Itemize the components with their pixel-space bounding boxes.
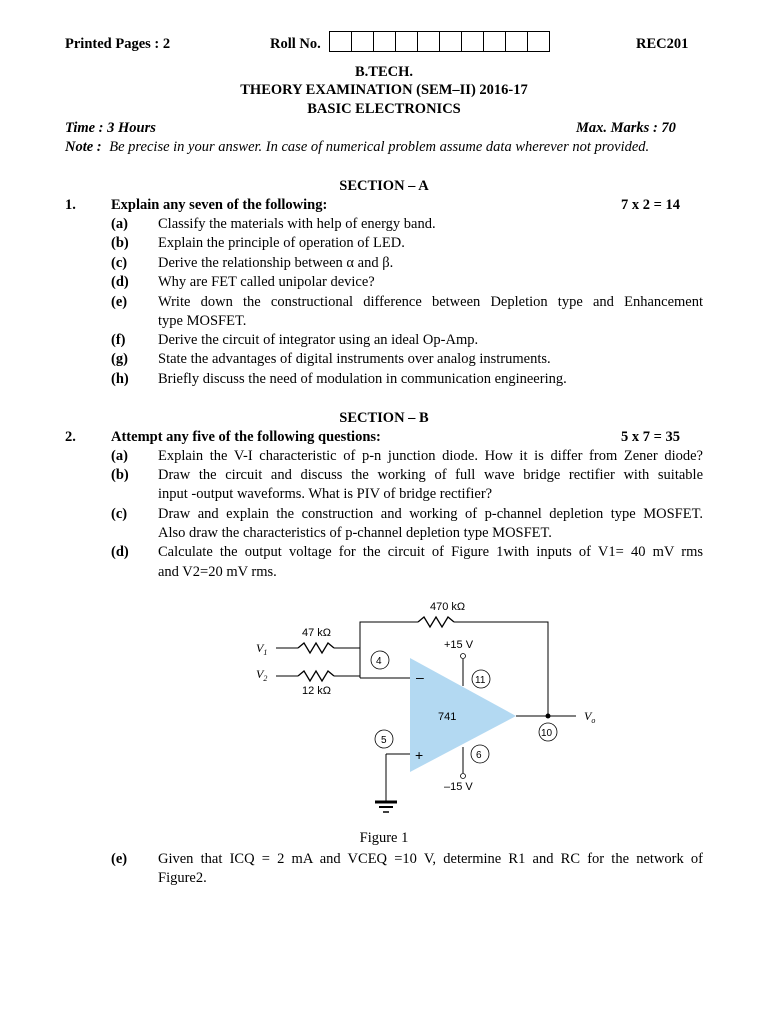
question-2-marks: 5 x 7 = 35 <box>621 429 681 445</box>
roll-no-label: Roll No. <box>270 36 321 52</box>
label-v1: $V_1$ <box>256 641 268 657</box>
item-label: (b) <box>111 467 129 483</box>
item-text-cont: Figure2. <box>158 870 207 886</box>
title-exam: THEORY EXAMINATION (SEM–II) 2016-17 <box>240 82 528 98</box>
roll-no-boxes <box>330 31 550 50</box>
resistor-47k <box>298 643 334 653</box>
item-label: (c) <box>111 506 128 522</box>
resistor-470k <box>418 617 454 627</box>
item-text-cont: input -output waveforms. What is PIV of bridge rectifier? <box>158 486 493 502</box>
item-text-cont: and V2=20 mV rms. <box>158 564 277 580</box>
item-text: Explain the V-I characteristic of p-n junction diode. How it is differ from Zener diode? <box>158 448 703 464</box>
item-text: Given that ICQ = 2 mA and VCEQ =10 V, determine R1 and RC for the network of <box>158 851 703 867</box>
figure-caption: Figure 1 <box>359 830 409 846</box>
item-text: Write down the constructional difference between Depletion type and Enhancement <box>158 294 703 310</box>
figure-1-circuit <box>240 592 620 822</box>
item-label: (h) <box>111 371 129 387</box>
item-text: Draw the circuit and discuss the working of full wave bridge rectifier with suitable <box>158 467 703 483</box>
item-label: (a) <box>111 448 128 464</box>
note <box>65 139 649 156</box>
item-text-cont: Also draw the characteristics of p-channel depletion type MOSFET. <box>158 525 552 541</box>
item-text: Derive the relationship between α and β. <box>158 255 394 271</box>
section-a-heading: SECTION – A <box>339 178 429 194</box>
item-label: (d) <box>111 544 129 560</box>
item-label: (a) <box>111 216 128 232</box>
item-label: (e) <box>111 851 128 867</box>
question-1-number: 1. <box>65 197 76 213</box>
item-label: (e) <box>111 294 128 310</box>
item-label: (g) <box>111 351 128 367</box>
label-47k: 47 kΩ <box>302 627 332 639</box>
item-text: Why are FET called unipolar device? <box>158 274 375 290</box>
paper-code: REC201 <box>636 36 689 52</box>
item-label: (c) <box>111 255 128 271</box>
item-text: Classify the materials with help of energy band. <box>158 216 436 232</box>
time-label: Time : 3 Hours <box>65 120 156 136</box>
item-text: Explain the principle of operation of LED. <box>158 235 405 251</box>
label-vneg: –15 V <box>444 781 473 793</box>
label-vpos: +15 V <box>444 639 474 651</box>
item-text: Briefly discuss the need of modulation in communication engineering. <box>158 371 567 387</box>
section-b-heading: SECTION – B <box>339 410 429 426</box>
noninverting-sign: + <box>415 747 424 763</box>
resistor-12k <box>298 671 334 681</box>
note-label: Note : <box>65 139 102 155</box>
item-label: (d) <box>111 274 129 290</box>
title-subject: BASIC ELECTRONICS <box>307 101 461 117</box>
inverting-sign: – <box>416 669 424 685</box>
item-text: State the advantages of digital instruments over analog instruments. <box>158 351 551 367</box>
pin-6: 6 <box>476 750 482 761</box>
pin-5: 5 <box>381 735 387 746</box>
question-1-marks: 7 x 2 = 14 <box>621 197 681 213</box>
label-vo: $V_o$ <box>584 709 596 725</box>
label-v2: $V_2$ <box>256 667 268 683</box>
label-470k: 470 kΩ <box>430 601 466 613</box>
note-text: Be precise in your answer. In case of numerical problem assume data wherever not provided. <box>109 139 650 155</box>
item-label: (f) <box>111 332 126 348</box>
item-text-cont: type MOSFET. <box>158 313 247 329</box>
opamp-label: 741 <box>438 711 457 723</box>
label-12k: 12 kΩ <box>302 685 332 697</box>
item-text: Calculate the output voltage for the circuit of Figure 1with inputs of V1= 40 mV rms <box>158 544 703 560</box>
max-marks-label: Max. Marks : 70 <box>576 120 676 136</box>
question-2-number: 2. <box>65 429 76 445</box>
pin-4: 4 <box>376 656 382 667</box>
pin-11: 11 <box>475 675 486 686</box>
question-1-instruction: Explain any seven of the following: <box>111 197 328 213</box>
item-text: Draw and explain the construction and working of p-channel depletion type MOSFET. <box>158 506 703 522</box>
printed-pages: Printed Pages : 2 <box>65 36 171 52</box>
question-2-instruction: Attempt any five of the following questions: <box>111 429 381 445</box>
title-degree: B.TECH. <box>354 64 413 80</box>
pin-10: 10 <box>541 728 553 739</box>
item-text: Derive the circuit of integrator using an ideal Op-Amp. <box>158 332 479 348</box>
item-label: (b) <box>111 235 129 251</box>
